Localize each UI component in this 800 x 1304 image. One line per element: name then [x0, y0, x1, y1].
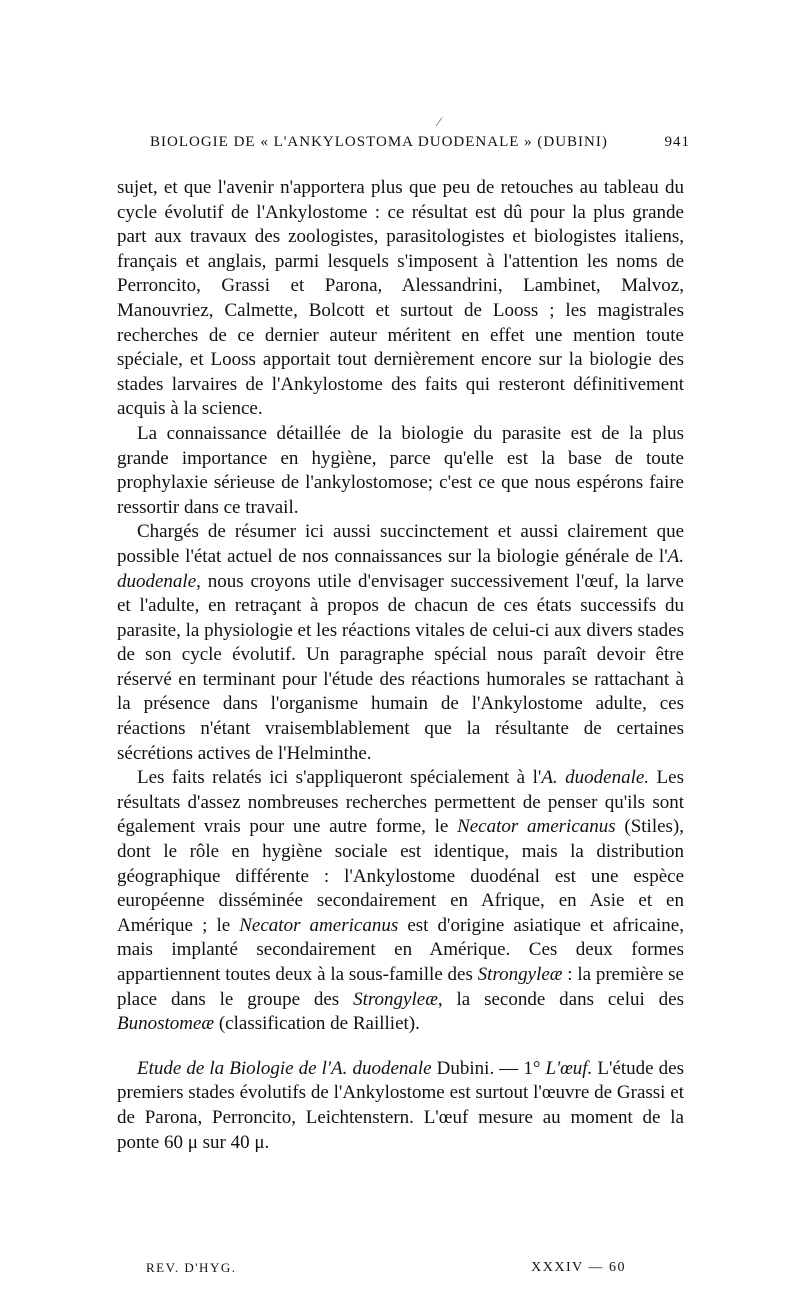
paragraph-1: sujet, et que l'avenir n'apportera plus que peu de retouches au tableau du cycle évolutif de l'Ankylostome : ce résultat est dû pour la plus grande part aux travaux des zoologistes, parasitologistes et biologistes italiens, français et anglais, parmi lesquels s'imposent à l'attention les noms de Perroncito, Grassi et Parona, Alessandrini, Lambinet, Malvoz, Manouvriez, Calmette, Bolcott et surtout de Looss ; les magistrales recherches de ce dernier auteur méritent en effet une mention toute spéciale, et Looss apportait tout dernièrement encore sur la biologie des stades larvaires de l'Ankylostome des faits qui resteront définitivement acquis à la science. [117, 177, 684, 420]
subsection-heading: L'œuf. [545, 1057, 593, 1079]
page-number: 941 [664, 134, 690, 150]
running-title: BIOLOGIE DE « L'ANKYLOSTOMA DUODENALE » (DUBINI) [150, 134, 608, 150]
text-span: Chargés de résumer ici aussi succinctement et aussi clairement que possible l'état actuel de nos connaissances sur la biologie générale de l' [117, 521, 684, 567]
text-span: est d'origine asiatique et africaine, mais implanté secondairement en Amérique. Ces deux formes appartiennent toutes deux à la sous-famille des [117, 914, 684, 985]
italic-term: Necator americanus [457, 816, 616, 838]
signature-mark: XXXIV — 60 [531, 1260, 626, 1275]
text-span: : la première se place dans le groupe des [117, 964, 684, 1010]
text-span: , la seconde dans celui des [437, 988, 684, 1010]
italic-term: A. duodenale [117, 545, 684, 592]
italic-term: A. duodenale. [541, 767, 650, 789]
text-span: , nous croyons utile d'envisager successivement l'œuf, la larve et l'adulte, en retraçant à propos de chacun de ces états successifs du parasite, la physiologie et les réactions vitales de celui-ci aux divers stades de son cycle évolutif. Un paragraphe spécial nous paraît devoir être réservé en terminant pour l'étude des réactions humorales se rattachant à la présence dans l'organisme humain de l'Ankylostome adulte, ces réactions n'étant vraisemblablement que la résultante de certaines sécrétions actives de l'Helminthe. [117, 570, 684, 764]
print-mark: ⁄ [438, 114, 441, 129]
text-span: (Stiles), dont le rôle en hygiène sociale est identique, mais la distribution géographique différente : l'Ankylostome duodénal est une espèce européenne disséminée secondairement en Afrique, en Asie et en Amérique ; le [117, 816, 685, 936]
section-heading: Etude de la Biologie de l'A. duodenale [137, 1057, 432, 1079]
paragraph-3 [117, 520, 684, 766]
italic-term: Necator americanus [239, 914, 399, 936]
section-paragraph [117, 1057, 684, 1155]
body-text [117, 176, 684, 1155]
text-span: Les résultats d'assez nombreuses recherches permettent de penser qu'ils sont également vrais pour une autre forme, le [117, 767, 684, 838]
italic-term: Bunostomeæ [117, 1013, 215, 1035]
italic-term: Strongyleæ [353, 988, 438, 1010]
paragraph-2: La connaissance détaillée de la biologie du parasite est de la plus grande importance en hygiène, parce qu'elle est la base de toute prophylaxie sérieuse de l'ankylostomose; c'est ce que nous espérons faire ressortir dans ce travail. [117, 422, 684, 518]
running-header [150, 134, 690, 151]
text-span: (classification de Railliet). [214, 1013, 420, 1035]
paragraph-4 [117, 766, 684, 1037]
italic-term: Strongyleæ [477, 964, 563, 985]
page-footer [146, 1260, 626, 1276]
text-span: Les faits relatés ici s'appliqueront spécialement à l' [137, 767, 542, 789]
journal-abbrev: REV. D'HYG. [146, 1260, 237, 1275]
text-span: L'étude des premiers stades évolutifs de l'Ankylostome est surtout l'œuvre de Grassi et de Parona, Perroncito, Leichtenstern. L'œuf mesure au moment de la ponte 60 μ sur 40 μ. [117, 1057, 684, 1153]
text-span: Dubini. — 1° [431, 1057, 546, 1079]
